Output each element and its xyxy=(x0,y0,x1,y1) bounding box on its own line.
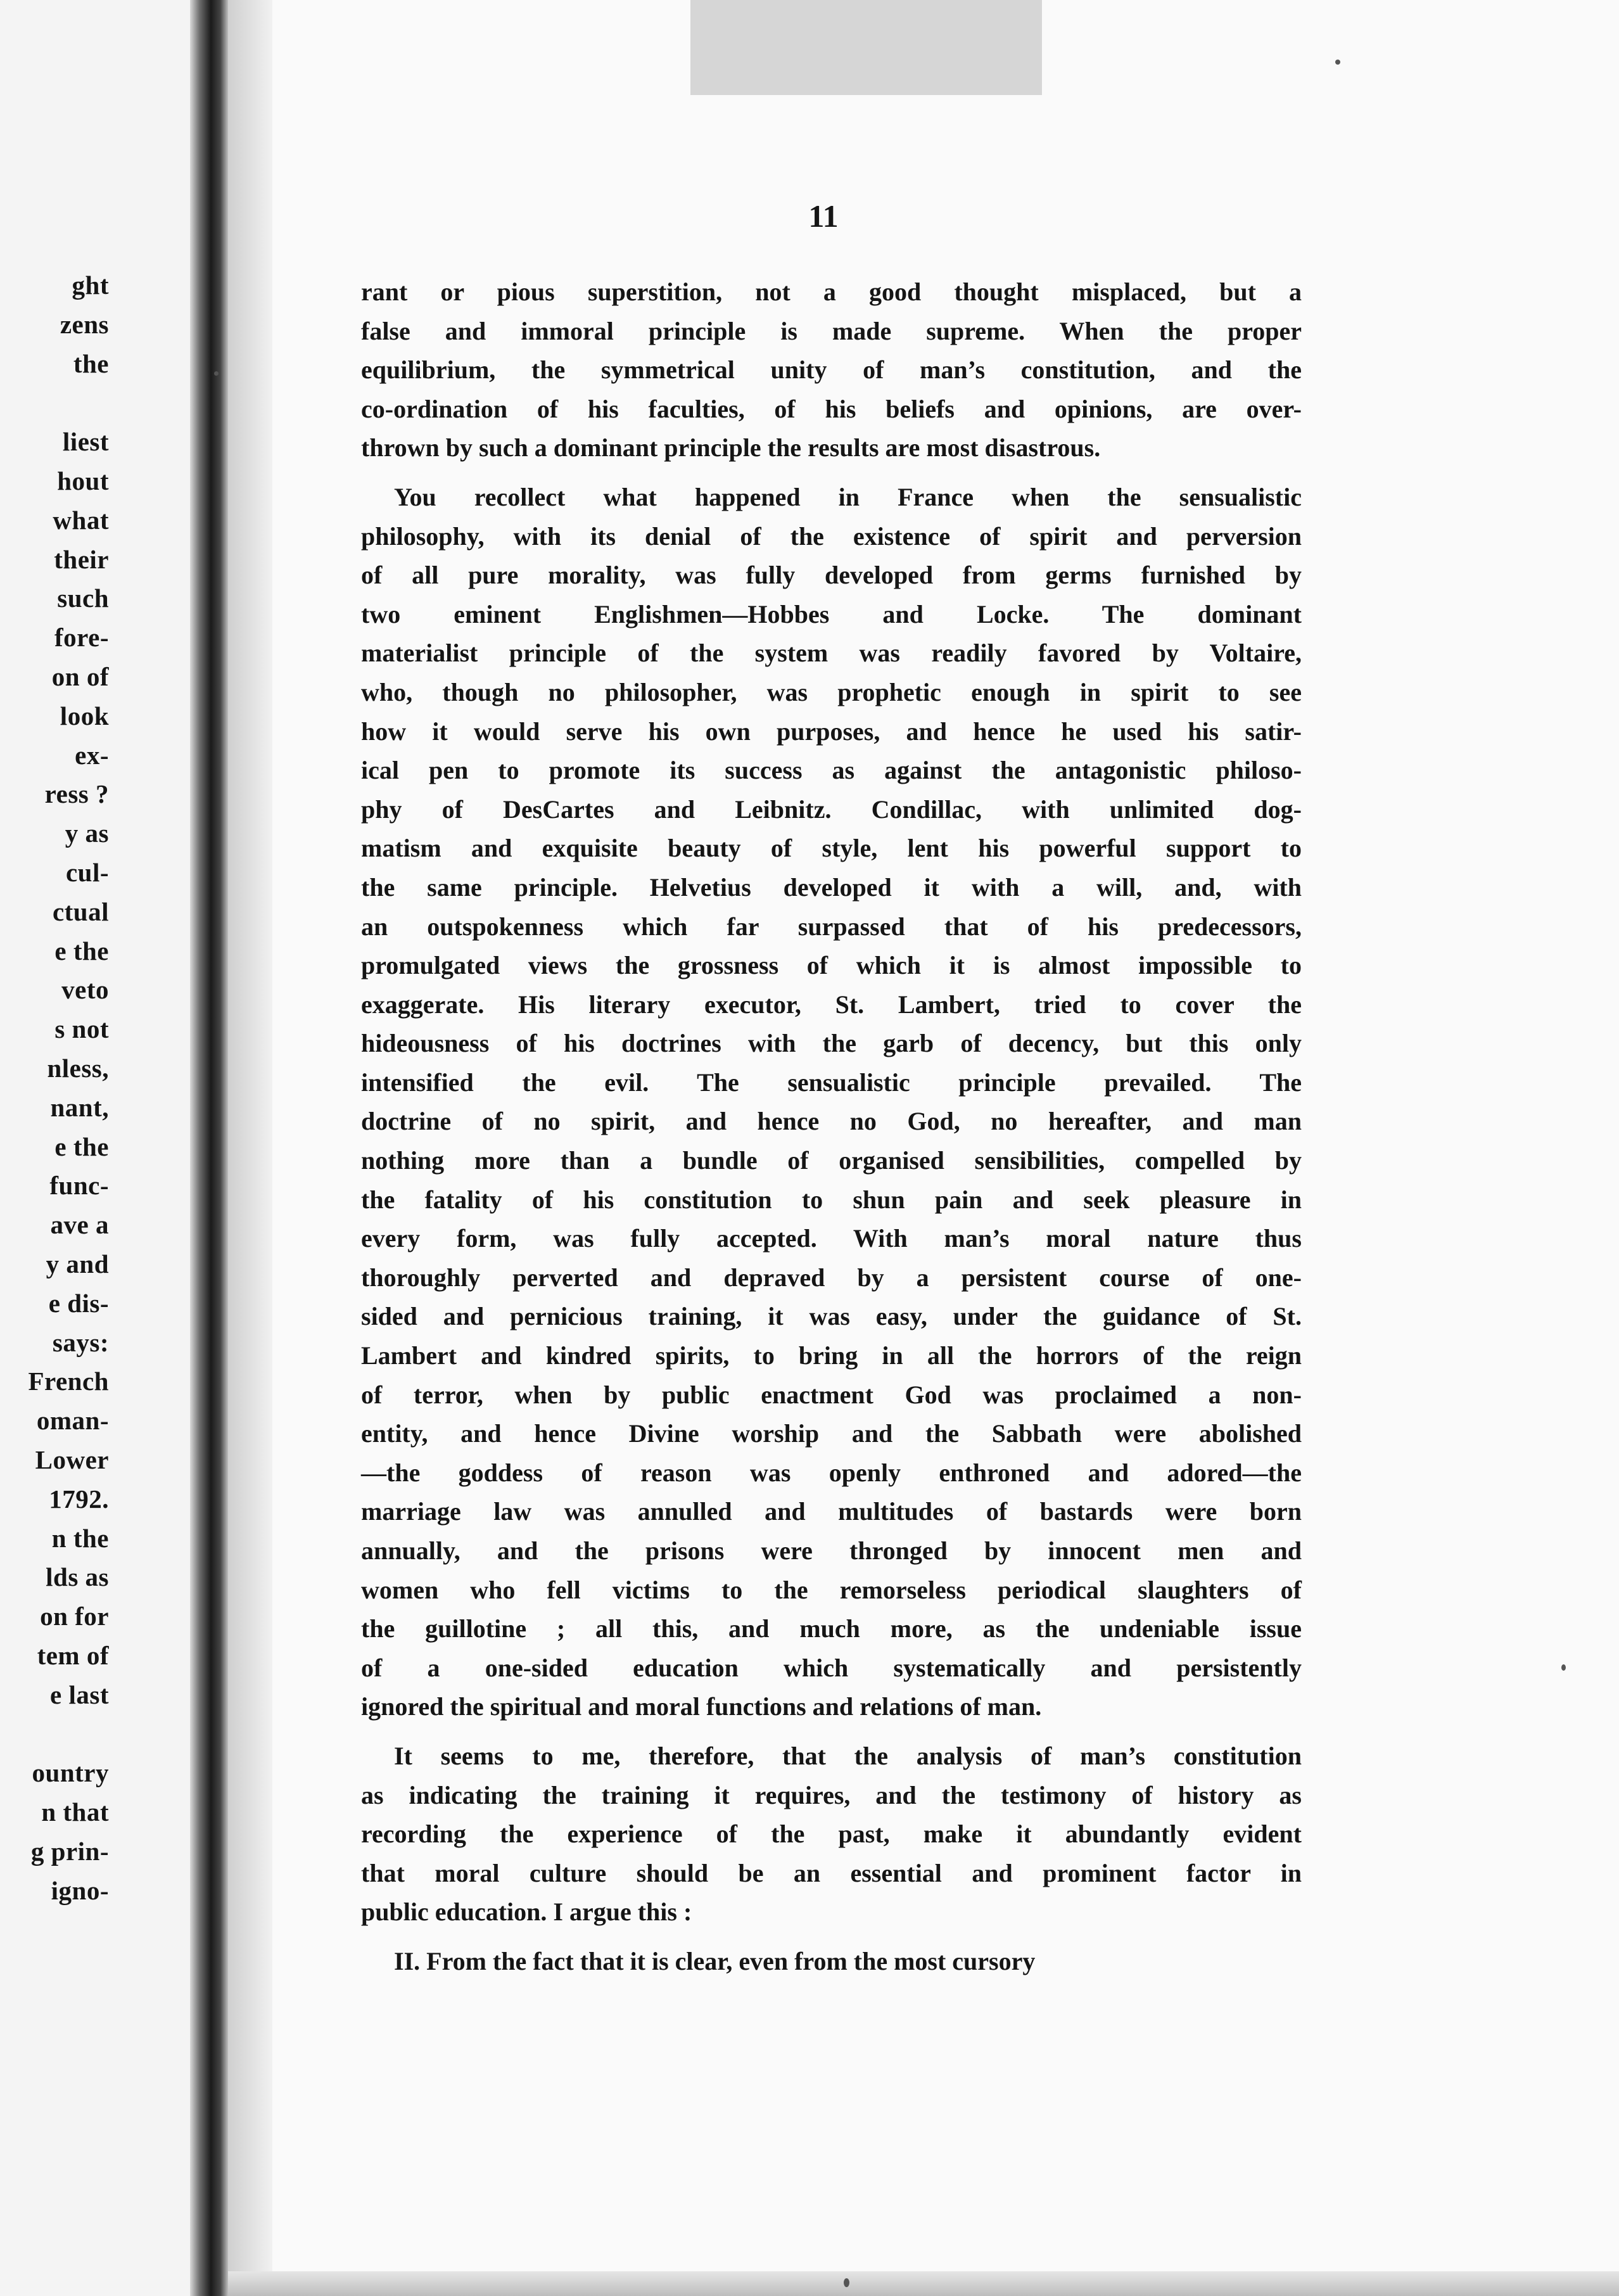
left-page-fragment: nant, xyxy=(50,1092,109,1122)
text-line: recording the experience of the past, make it abundantly evident xyxy=(361,1820,1302,1849)
left-page-fragment: ctual xyxy=(52,896,109,926)
text-line: You recollect what happened in France when the sensualistic xyxy=(394,482,1302,511)
text-line: —the goddess of reason was openly enthroned and adored—the xyxy=(361,1458,1302,1487)
page-gutter-shadow xyxy=(228,0,272,2296)
text-line: who, though no philosopher, was prophetic enough in spirit to see xyxy=(361,677,1302,706)
text-line: Lambert and kindred spirits, to bring in all the horrors of the reign xyxy=(361,1341,1302,1370)
left-page-fragment: e last xyxy=(50,1680,109,1709)
left-page-fragment: igno- xyxy=(51,1875,109,1905)
left-page-fragment: liest xyxy=(62,427,109,457)
text-line: entity, and hence Divine worship and the Sabbath were abolished xyxy=(361,1419,1302,1448)
text-line: ignored the spiritual and moral functions and relations of man. xyxy=(361,1692,1042,1721)
text-line: an outspokenness which far surpassed that of his predecessors, xyxy=(361,912,1302,941)
text-line: that moral culture should be an essential and prominent factor in xyxy=(361,1858,1302,1887)
text-line: philosophy, with its denial of the existence of spirit and perversion xyxy=(361,521,1302,551)
text-line: co-ordination of his faculties, of his beliefs and opinions, are over- xyxy=(361,394,1302,423)
left-page-fragment: on of xyxy=(51,661,109,691)
text-line: false and immoral principle is made supreme. When the proper xyxy=(361,316,1302,345)
text-line: annually, and the prisons were thronged by innocent men and xyxy=(361,1536,1302,1565)
paragraph xyxy=(361,1737,1302,1932)
left-page-fragment: e dis- xyxy=(48,1288,109,1318)
paragraph xyxy=(361,478,1302,1726)
text-line: two eminent Englishmen—Hobbes and Locke. The dominant xyxy=(361,599,1302,628)
left-page-fragment: n the xyxy=(51,1523,109,1553)
left-page-fragment: tem of xyxy=(37,1640,109,1670)
text-line: intensified the evil. The sensualistic principle prevailed. The xyxy=(361,1068,1302,1097)
left-page-fragment: 1792. xyxy=(49,1484,109,1514)
text-line: the guillotine ; all this, and much more, as the undeniable issue xyxy=(361,1614,1302,1643)
text-line: materialist principle of the system was readily favored by Voltaire, xyxy=(361,639,1302,668)
text-line: thoroughly perverted and depraved by a persistent course of one- xyxy=(361,1263,1302,1292)
text-line: ical pen to promote its success as against the antagonistic philoso- xyxy=(361,756,1302,785)
text-line: promulgated views the grossness of which it is almost impossible to xyxy=(361,951,1302,980)
left-page-fragment: ave a xyxy=(50,1210,109,1240)
text-line: phy of DesCartes and Leibnitz. Condillac, with unlimited dog- xyxy=(361,794,1302,824)
text-line: It seems to me, therefore, that the analysis of man’s constitution xyxy=(394,1741,1302,1770)
left-page-fragment: oman- xyxy=(36,1406,109,1436)
left-page-fragment: e the xyxy=(54,1132,109,1161)
page-number: 11 xyxy=(808,198,839,234)
left-page-fragment: cul- xyxy=(65,857,109,887)
left-page-fragment: look xyxy=(60,701,109,730)
left-page-fragment: veto xyxy=(61,975,109,1005)
left-page-fragment: says: xyxy=(52,1327,109,1357)
paragraph xyxy=(361,272,1302,468)
text-line: the fatality of his constitution to shun pain and seek pleasure in xyxy=(361,1185,1302,1214)
left-page-text-fragments xyxy=(0,266,109,1910)
left-page-fragment xyxy=(0,1714,109,1754)
scan-speck xyxy=(1335,60,1340,65)
left-page-fragment: g prin- xyxy=(30,1836,109,1866)
text-line: doctrine of no spirit, and hence no God, no hereafter, and man xyxy=(361,1107,1302,1136)
left-page-fragment: fore- xyxy=(54,623,109,653)
text-line: matism and exquisite beauty of style, lent his powerful support to xyxy=(361,834,1302,863)
left-page-fragment: the xyxy=(73,348,109,378)
scan-speck xyxy=(214,371,219,376)
text-line: equilibrium, the symmetrical unity of man’s constitution, and the xyxy=(361,355,1302,385)
text-line: sided and pernicious training, it was easy, under the guidance of St. xyxy=(361,1302,1302,1331)
text-line: every form, was fully accepted. With man’s moral nature thus xyxy=(361,1224,1302,1253)
text-line: exaggerate. His literary executor, St. Lambert, tried to cover the xyxy=(361,990,1302,1019)
text-line: of all pure morality, was fully developed from germs furnished by xyxy=(361,561,1302,590)
scan-speck xyxy=(1561,1664,1566,1671)
left-page-fragment: ress ? xyxy=(44,779,109,809)
text-line: women who fell victims to the remorseless periodical slaughters of xyxy=(361,1575,1302,1604)
text-line: public education. I argue this : xyxy=(361,1897,692,1927)
left-page-fragment: s not xyxy=(54,1014,109,1044)
left-page-fragment: what xyxy=(53,505,109,535)
left-page-fragment: ountry xyxy=(32,1758,109,1788)
body-text xyxy=(361,272,1302,1991)
left-page-fragment: e the xyxy=(54,936,109,966)
text-line: marriage law was annulled and multitudes of bastards were born xyxy=(361,1497,1302,1526)
left-page-fragment: zens xyxy=(60,309,109,339)
left-page-fragment: ex- xyxy=(75,740,109,770)
book-binding-gutter xyxy=(190,0,228,2296)
left-page-fragment: lds as xyxy=(46,1562,109,1592)
left-page-fragment: hout xyxy=(57,466,109,495)
text-line: of terror, when by public enactment God was proclaimed a non- xyxy=(361,1380,1302,1409)
text-line: II. From the fact that it is clear, even from the most cursory xyxy=(394,1946,1036,1975)
left-page-fragment: their xyxy=(54,544,109,574)
text-line: nothing more than a bundle of organised sensibilities, compelled by xyxy=(361,1146,1302,1175)
left-page-fragment: nless, xyxy=(47,1053,109,1083)
text-line: hideousness of his doctrines with the garb of decency, but this only xyxy=(361,1029,1302,1058)
scan-speck xyxy=(844,2278,849,2287)
left-page-fragment: func- xyxy=(49,1171,109,1201)
left-page-fragment: ght xyxy=(72,271,109,300)
left-page-fragment: Lower xyxy=(35,1445,109,1474)
text-line: of a one-sided education which systematically and persistently xyxy=(361,1653,1302,1682)
left-page-fragment: French xyxy=(28,1367,109,1396)
left-page-fragment: n that xyxy=(41,1797,109,1827)
left-page-fragment: y as xyxy=(65,819,109,848)
left-page-fragment: y and xyxy=(46,1249,109,1279)
text-line: how it would serve his own purposes, and hence he used his satir- xyxy=(361,717,1302,746)
text-line: as indicating the training it requires, and the testimony of history as xyxy=(361,1780,1302,1809)
text-line: rant or pious superstition, not a good thought misplaced, but a xyxy=(361,277,1302,306)
text-line: the same principle. Helvetius developed it with a will, and, with xyxy=(361,872,1302,902)
page-bottom-edge xyxy=(228,2271,1619,2296)
paragraph xyxy=(361,1942,1302,1981)
scan-top-tab xyxy=(690,0,1042,95)
left-page-fragment: on for xyxy=(40,1602,109,1631)
left-page-fragment: such xyxy=(57,584,109,613)
left-page-fragment xyxy=(0,383,109,423)
text-line: thrown by such a dominant principle the results are most disastrous. xyxy=(361,433,1101,462)
